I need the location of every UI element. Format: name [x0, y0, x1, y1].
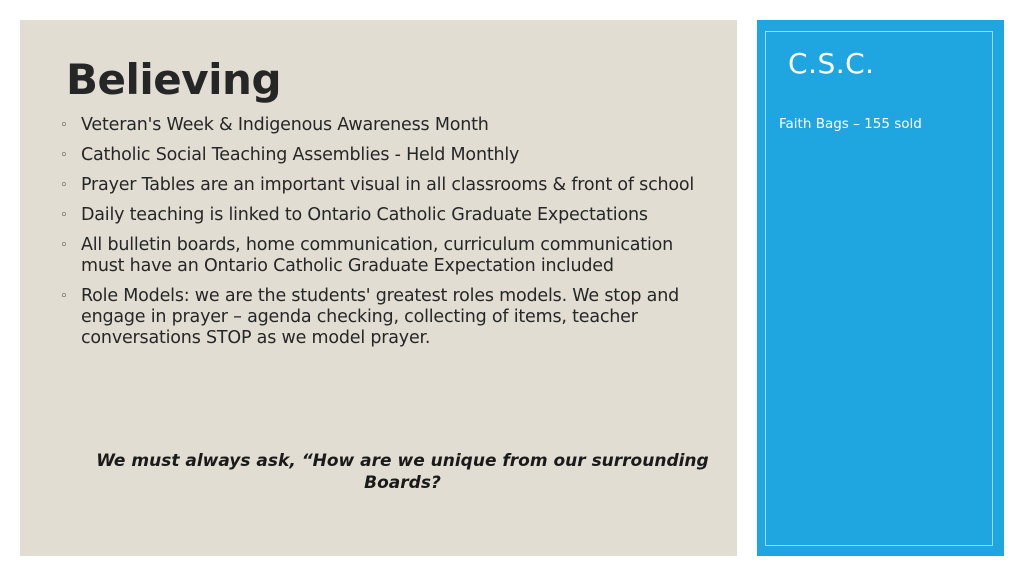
closing-statement: We must always ask, “How are we unique from our surrounding Boards?	[96, 451, 709, 493]
bullet-item	[60, 115, 710, 136]
bullet-list	[60, 115, 710, 358]
side-title: C.S.C.	[788, 47, 875, 80]
bullet-text: Prayer Tables are an important visual in all classrooms & front of school	[81, 175, 695, 195]
bullet-circle-icon: ◦	[60, 148, 68, 163]
main-content-panel	[20, 20, 737, 556]
bullet-text: Role Models: we are the students' greatest roles models. We stop and engage in prayer – agenda checking, collecting of items, teacher conversations STOP as we model prayer.	[81, 286, 679, 348]
bullet-text: All bulletin boards, home communication, curriculum communication must have an Ontario Catholic Graduate Expectation included	[81, 235, 674, 276]
bullet-item	[60, 205, 710, 226]
bullet-item	[60, 175, 710, 196]
side-note: Faith Bags – 155 sold	[779, 116, 922, 132]
bullet-text: Catholic Social Teaching Assemblies - Held Monthly	[81, 145, 520, 165]
bullet-text: Daily teaching is linked to Ontario Catholic Graduate Expectations	[81, 205, 648, 225]
bullet-circle-icon: ◦	[60, 118, 68, 133]
bullet-circle-icon: ◦	[60, 289, 68, 304]
bullet-item	[60, 286, 710, 349]
bullet-circle-icon: ◦	[60, 208, 68, 223]
bullet-item	[60, 235, 710, 277]
bullet-circle-icon: ◦	[60, 178, 68, 193]
bullet-circle-icon: ◦	[60, 238, 68, 253]
side-panel-frame	[765, 31, 993, 546]
slide-title: Believing	[66, 55, 282, 104]
bullet-item	[60, 145, 710, 166]
bullet-text: Veteran's Week & Indigenous Awareness Month	[81, 115, 489, 135]
side-panel	[757, 20, 1004, 556]
